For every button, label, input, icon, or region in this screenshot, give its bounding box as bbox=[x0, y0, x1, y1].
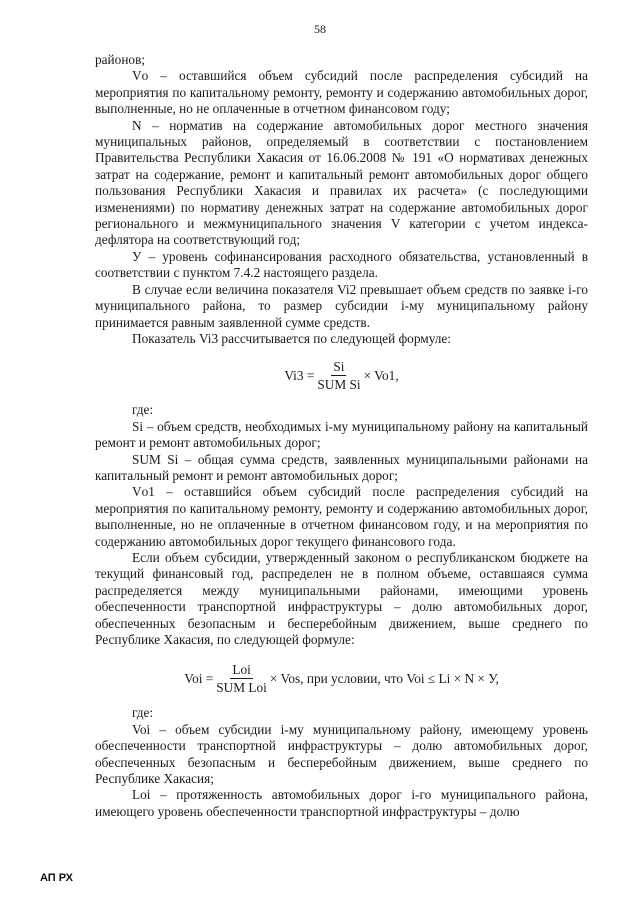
paragraph-vo-definition: Vо – оставшийся объем субсидий после распределения субсидий на мероприятия по капитальному ремонту, ремонту и содержанию автомобильных дорог, выполненные, но не оплаченные в отчетном финансовом году; bbox=[95, 68, 588, 117]
paragraph-vi3-intro: Показатель Vi3 рассчитывается по следующей формуле: bbox=[132, 330, 451, 346]
formula-voi bbox=[95, 662, 588, 695]
paragraph-vi2-rule: В случае если величина показателя Vi2 превышает объем средств по заявке i-го муниципального района, то размер субсидии i-му муниципальному району принимается равным заявленной сумме средств. bbox=[95, 281, 588, 330]
paragraph-remaining-distribution: Если объем субсидии, утвержденный законом о республиканском бюджете на текущий финансовый год, распределен не в полном объеме, оставшаяся сумма распределяется между муниципальными районами, имеющими уровень обеспеченности транспортной инфраструктуры – долю автомобильных дорог, обеспеченных безопасным и бесперебойным движением, выше среднего по Республике Хакасия, по следующей формуле: bbox=[95, 549, 588, 647]
formula-vi3-fraction bbox=[315, 359, 362, 392]
paragraph-where-1: где: bbox=[132, 402, 154, 418]
formula-voi-numerator: Loi bbox=[232, 662, 251, 678]
formula-vi3-lhs: Vi3 = bbox=[284, 367, 315, 383]
formula-vi3 bbox=[95, 359, 588, 392]
paragraph-si-definition: Si – объем средств, необходимых i-му муниципальному району на капитальный ремонт и ремонт автомобильных дорог; bbox=[95, 418, 588, 451]
paragraph-voi-definition: Voi – объем субсидии i-му муниципальному району, имеющему уровень обеспеченности транспортной инфраструктуры – долю автомобильных дорог, обеспеченных безопасным и бесперебойным движением, выше среднего по Республике Хакасия; bbox=[95, 721, 588, 787]
document-body bbox=[95, 52, 588, 820]
formula-voi-fraction bbox=[214, 662, 269, 695]
page-number: 58 bbox=[314, 22, 326, 36]
formula-vi3-numerator: Si bbox=[333, 359, 345, 375]
paragraph-1: районов; bbox=[95, 52, 146, 67]
formula-vi3-denominator: SUM Si bbox=[317, 377, 361, 393]
formula-vi3-rhs: × Vo1, bbox=[363, 367, 399, 383]
paragraph-sum-si-definition: SUM Si – общая сумма средств, заявленных муниципальными районами на капитальный ремонт и ремонт автомобильных дорог; bbox=[95, 451, 588, 483]
paragraph-u-definition: У – уровень софинансирования расходного обязательства, установленный в соответствии с пунктом 7.4.2 настоящего раздела. bbox=[95, 248, 588, 281]
paragraph-vo1-definition: Vо1 – оставшийся объем субсидий после распределения субсидий на мероприятия по капитальному ремонту, ремонту и содержанию автомобильных дорог, выполненные, но не оплаченные в отчетном финансовом году, и на мероприятия по содержанию автомобильных дорог текущего финансового года. bbox=[95, 484, 588, 549]
paragraph-where-2: где: bbox=[132, 705, 154, 721]
paragraph-n-definition: N – норматив на содержание автомобильных дорог местного значения муниципальных районов, определяемый в соответствии с постановлением Правительства Республики Хакасия от 16.06.2008 № 191 «О нормативах денежных затрат на содержание, ремонт и капитальный ремонт автомобильных дорог общего пользования Республики Хакасия и правилах их расчета» (с последующими изменениями) по нормативу денежных затрат на содержание автомобильных дорог регионального и межмуниципального значения V категории с учетом индекса-дефлятора на соответствующий год; bbox=[95, 117, 588, 248]
formula-voi-denominator: SUM Loi bbox=[216, 680, 267, 696]
footer-stamp: АП РХ bbox=[40, 872, 74, 884]
formula-voi-lhs: Voi = bbox=[184, 670, 214, 686]
formula-voi-rhs: × Vos, при условии, что Voi ≤ Li × N × У, bbox=[269, 670, 499, 686]
paragraph-loi-definition: Loi – протяженность автомобильных дорог i-го муниципального района, имеющего уровень обеспеченности транспортной инфраструктуры – долю bbox=[95, 787, 588, 819]
